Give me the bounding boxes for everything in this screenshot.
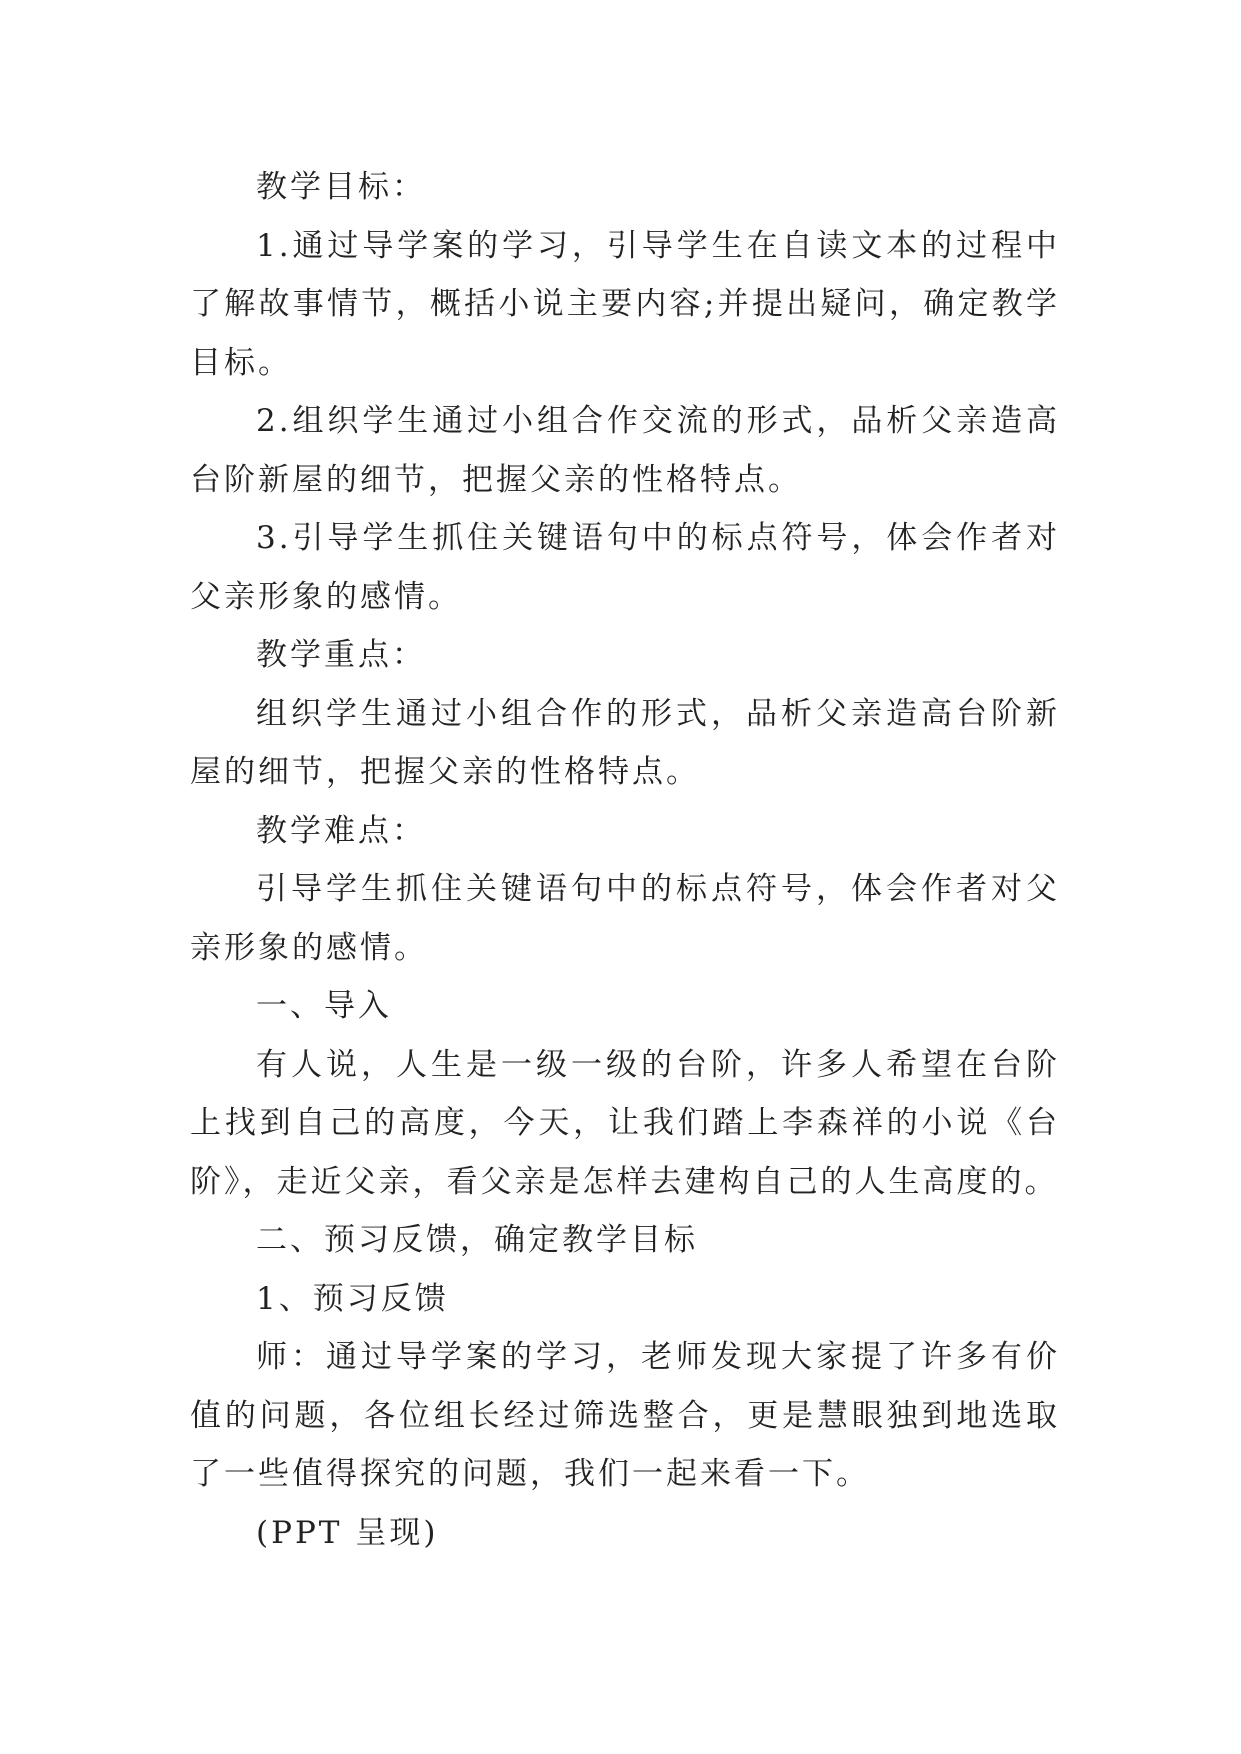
- ppt-note: (PPT 呈现): [256, 1514, 439, 1551]
- heading-teaching-difficulty: 教学难点：: [256, 812, 426, 849]
- section-heading-preview-feedback: 二、预习反馈，确定教学目标: [256, 1222, 698, 1258]
- goal-item-3: 3.引导学生抓住关键语句中的标点符号，体会作者对父亲形象的感情。: [190, 520, 1060, 615]
- subheading-preview-feedback: 1、预习反馈: [256, 1280, 449, 1317]
- teaching-focus-text: 组织学生通过小组合作的形式，品析父亲造高台阶新屋的细节，把握父亲的性格特点。: [190, 695, 1060, 790]
- teaching-difficulty-text: 引导学生抓住关键语句中的标点符号，体会作者对父亲形象的感情。: [190, 871, 1060, 966]
- heading-teaching-focus: 教学重点：: [256, 637, 426, 673]
- teacher-remark: 师：通过导学案的学习，老师发现大家提了许多有价值的问题，各位组长经过筛选整合，更是慧眼独到地选取了一些值得探究的问题，我们一起来看一下。: [190, 1339, 1060, 1492]
- goal-item-1: 1.通过导学案的学习，引导学生在自读文本的过程中了解故事情节，概括小说主要内容;并提出疑问，确定教学目标。: [190, 227, 1060, 381]
- section-heading-introduction: 一、导入: [256, 988, 392, 1024]
- introduction-text: 有人说，人生是一级一级的台阶，许多人希望在台阶上找到自己的高度，今天，让我们踏上李森祥的小说《台阶》，走近父亲，看父亲是怎样去建构自己的人生高度的。: [190, 1046, 1060, 1200]
- heading-teaching-goals: 教学目标：: [256, 169, 426, 205]
- goal-item-2: 2.组织学生通过小组合作交流的形式，品析父亲造高台阶新屋的细节，把握父亲的性格特点。: [190, 403, 1060, 498]
- document-body: [190, 158, 1060, 1562]
